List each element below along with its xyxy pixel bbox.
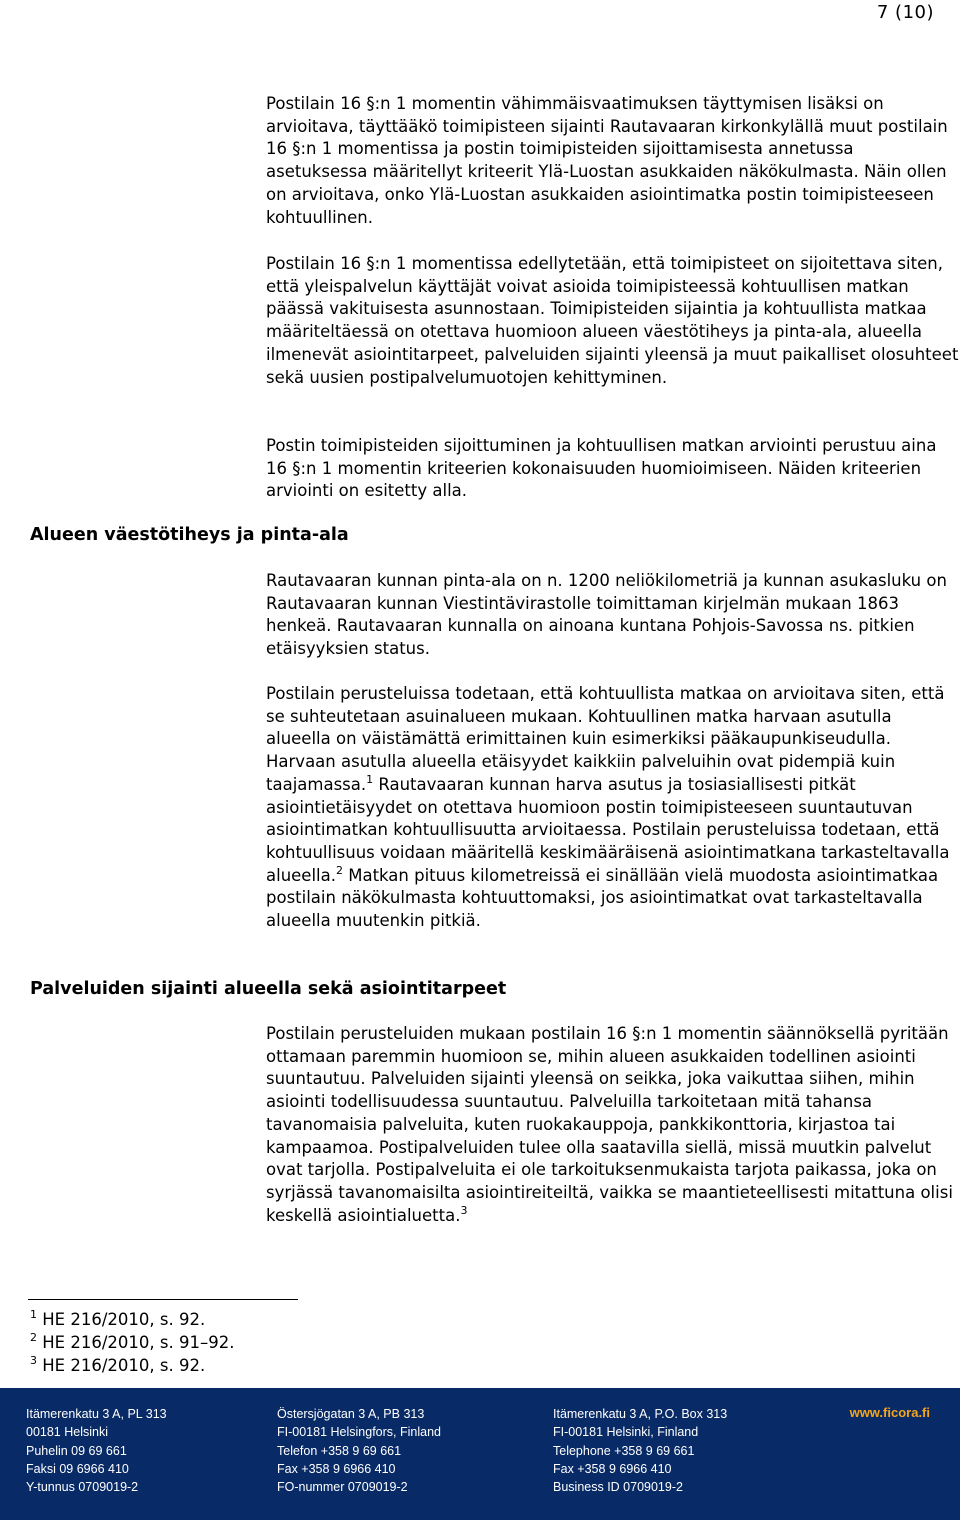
footer-line: Itämerenkatu 3 A, PL 313 xyxy=(26,1407,167,1421)
paragraph-services-location xyxy=(266,1023,960,1227)
footnote-item xyxy=(30,1308,234,1331)
footer-line: FO-nummer 0709019-2 xyxy=(277,1480,408,1495)
paragraph-text-part: Matkan pituus kilometreissä ei sinällään vielä muodosta asiointimatkaa postilain näkökulmasta kohtuuttomaksi, jos asiointimatkat ovat tarkasteltavalla alueella muutenkin pitkiä. xyxy=(266,865,939,931)
footer-address-english xyxy=(553,1405,727,1496)
footer-line: Fax +358 9 6966 410 xyxy=(553,1461,672,1476)
footnote-item xyxy=(30,1331,234,1354)
footer-line: Y-tunnus 0709019-2 xyxy=(26,1480,139,1495)
paragraph-municipality-area xyxy=(266,570,960,661)
paragraph-text: Postin toimipisteiden sijoittuminen ja kohtuullisen matkan arviointi perustuu aina 16 §:n 1 momentin kriteerien kokonaisuuden huomioimiseen. Näiden kriteerien arviointi on esitetty alla. xyxy=(266,436,937,501)
footer-line: Itämerenkatu 3 A, P.O. Box 313 xyxy=(553,1407,728,1421)
section-heading-population-density: Alueen väestötiheys ja pinta-ala xyxy=(30,525,349,545)
footnote-ref-3: 3 xyxy=(460,1203,468,1217)
footnote-text: HE 216/2010, s. 92. xyxy=(42,1310,206,1329)
footer-line: Business ID 0709019-2 xyxy=(553,1480,683,1495)
footer-line: Fax +358 9 6966 410 xyxy=(277,1461,396,1476)
paragraph-text-part: Postilain perusteluiden mukaan postilain 16 §:n 1 momentin säännöksellä pyritään ottamaan paremmin huomioon se, mihin alueen asukkaiden todellinen asiointi suuntautuu. Palveluiden sijainti yleensä on seikka, joka vaikuttaa siihen, mihin asiointi todellisuudessa suuntautuu. Palveluilla tarkoitetaan mitä tahansa tavanomaisia palveluita, kuten ruokakauppoja, pankkikonttoria, kirjastoa tai kampaamoa. Postipalveluiden tulee olla saatavilla siellä, missä muutkin palvelut ovat tarjolla. Postipalveluita ei ole tarkoituksenmukaista tarjota paikassa, joka on syrjässä tavanomaisilta asiointireiteiltä, vaikka se maantieteellisesti mitattuna olisi keskellä asiointialuetta. xyxy=(266,1024,953,1225)
paragraph-text: Postilain 16 §:n 1 momentissa edellytetään, että toimipisteet on sijoitettava siten, että yleispalvelun käyttäjät voivat asioida toimipisteessä kohtuullisen matkan päässä vakituisesta asunnostaan. Toimipisteiden sijaintia ja kohtuullista matkaa määriteltäessä on otettava huomioon alueen väestötiheys ja pinta-ala, alueella ilmenevät asiointitarpeet, palveluiden sijainti yleensä ja muut paikalliset olosuhteet sekä uusien postipalvelumuotojen kehittyminen. xyxy=(266,254,959,387)
footnotes xyxy=(30,1308,234,1377)
footnote-number: 2 xyxy=(30,1331,37,1344)
footnote-ref-2: 2 xyxy=(335,863,343,877)
paragraph-criteria-intro xyxy=(266,93,960,229)
page-footer xyxy=(0,1388,960,1520)
paragraph-assessment-basis xyxy=(266,435,960,503)
footer-line: Telephone +358 9 69 661 xyxy=(553,1443,695,1458)
footnote-item xyxy=(30,1354,234,1377)
footnote-text: HE 216/2010, s. 91–92. xyxy=(42,1333,235,1352)
paragraph-text: Postilain 16 §:n 1 momentin vähimmäisvaatimuksen täyttymisen lisäksi on arvioitava, täyttääkö toimipisteen sijainti Rautavaaran kirkonkylällä muut postilain 16 §:n 1 momentissa ja postin toimipisteiden sijoittamisesta annetussa asetuksessa määritellyt kriteerit Ylä-Luostan asukkaiden näkökulmasta. Näin ollen on arvioitava, onko Ylä-Luostan asukkaiden asiointimatka postin toimipisteeseen kohtuullinen. xyxy=(266,94,948,227)
paragraph-text: Rautavaaran kunnan pinta-ala on n. 1200 neliökilometriä ja kunnan asukasluku on Rautavaaran kunnan Viestintävirastolle toimittaman kirjelmän mukaan 1863 henkeä. Rautavaaran kunnalla on ainoana kuntana Pohjois-Savossa ns. pitkien etäisyyksien status. xyxy=(266,571,947,659)
paragraph-reasonable-distance xyxy=(266,683,960,933)
paragraph-text-part: Postilain perusteluissa todetaan, että kohtuullista matkaa on arvioitava siten, että se suhteutetaan asuinalueen mukaan. Kohtuullinen matka harvaan asutulla alueella on väistämättä erimittainen kuin esimerkiksi pääkaupunkiseudulla. Harvaan asutulla alueella etäisyydet kaikkiin palveluihin ovat pidempiä kuin taajamassa. xyxy=(266,684,945,794)
footer-address-swedish xyxy=(277,1405,441,1496)
footer-line: 00181 Helsinki xyxy=(26,1425,108,1440)
paragraph-law-requirements xyxy=(266,253,960,389)
page-number: 7 (10) xyxy=(876,2,934,23)
footnote-ref-1: 1 xyxy=(366,772,374,786)
paragraph-text-part: Rautavaaran kunnan harva asutus ja tosiasiallisesti pitkät asiointietäisyydet on otettava huomioon postin toimipisteeseen suuntautuvan asiointimatkan kohtuullisuutta arvioitaessa. Postilain perusteluissa todetaan, että kohtuullisuus voidaan määritellä keskimääräisenä asiointimatkana tarkasteltavalla alueella. xyxy=(266,774,950,885)
footer-line: Puhelin 09 69 661 xyxy=(26,1443,127,1458)
footer-line: FI-00181 Helsingfors, Finland xyxy=(277,1425,441,1440)
footnote-text: HE 216/2010, s. 92. xyxy=(42,1356,206,1375)
footnote-number: 3 xyxy=(30,1354,37,1367)
footer-address-finnish xyxy=(26,1405,167,1496)
footer-website-link[interactable]: www.ficora.fi xyxy=(849,1405,930,1420)
footnote-number: 1 xyxy=(30,1308,37,1321)
footer-line: Faksi 09 6966 410 xyxy=(26,1461,129,1476)
section-heading-services-location: Palveluiden sijainti alueella sekä asiointitarpeet xyxy=(30,979,507,999)
paragraph-text xyxy=(266,1023,960,1227)
footer-line: Östersjögatan 3 A, PB 313 xyxy=(277,1407,425,1421)
footnote-separator xyxy=(28,1299,298,1300)
paragraph-text xyxy=(266,683,960,933)
footer-line: Telefon +358 9 69 661 xyxy=(277,1443,402,1458)
footer-line: FI-00181 Helsinki, Finland xyxy=(553,1425,699,1440)
